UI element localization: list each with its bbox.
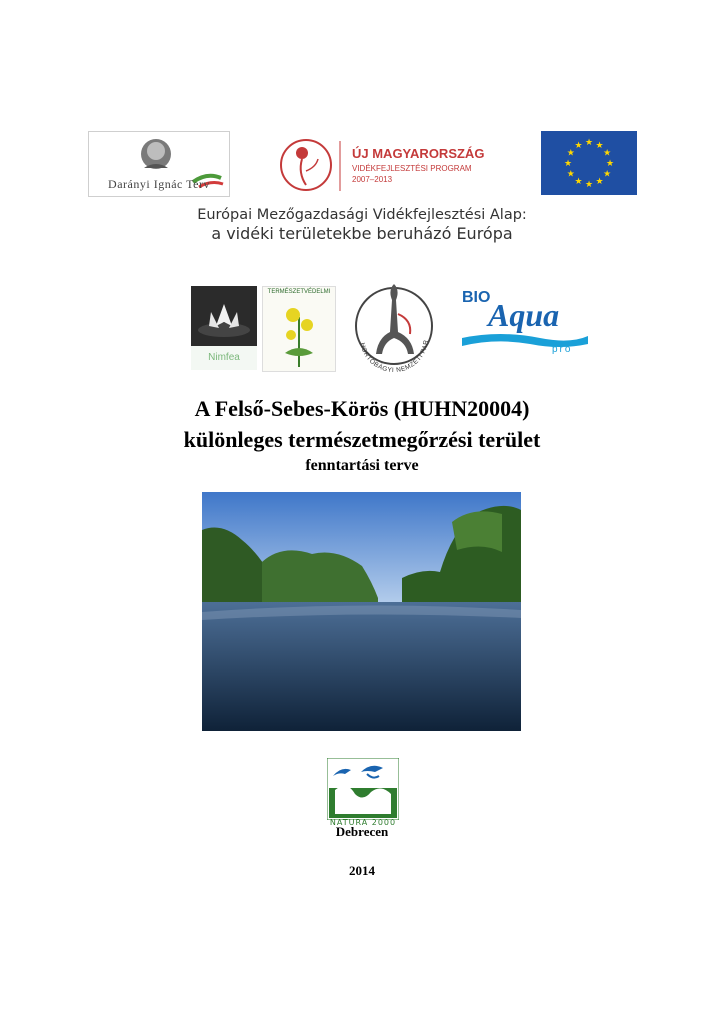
natura-2000-logo	[327, 758, 399, 820]
eu-star-icon: ★	[574, 139, 583, 150]
uj-magyarorszag-logo	[278, 133, 518, 197]
document-title-line-2: különleges természetmegőrzési terület	[183, 427, 541, 452]
river-photo	[202, 492, 521, 731]
eu-flag	[541, 131, 637, 195]
document-subtitle: fenntartási terve	[305, 457, 419, 474]
eu-star-icon: ★	[595, 139, 604, 150]
eu-star-icon: ★	[595, 176, 604, 187]
eu-star-icon: ★	[605, 158, 615, 168]
uj-magyarorszag-years: 2007–2013	[352, 175, 393, 184]
eu-star-icon: ★	[584, 137, 594, 147]
eu-star-icon: ★	[563, 158, 573, 168]
bio-text: BIO	[462, 289, 491, 306]
uj-magyarorszag-title: ÚJ MAGYARORSZÁG	[352, 146, 485, 161]
bio-aqua-pro-logo	[460, 284, 590, 354]
daranyi-ignac-terv-logo	[88, 131, 230, 197]
eu-star-icon: ★	[603, 147, 612, 158]
natura-2000-text: NATURA 2000	[329, 818, 397, 827]
eu-star-icon: ★	[603, 168, 612, 179]
trollius-text: TERMÉSZETVÉDELMI	[267, 289, 331, 295]
daranyi-logo-text: Darányi Ignác Terv	[108, 177, 210, 191]
publication-year: 2014	[349, 863, 375, 878]
hnp-logo-text: HORTOBÁGYI NEMZETI PAR	[358, 339, 431, 375]
aqua-text: Aqua	[488, 297, 560, 333]
fund-line-2: a vidéki területekbe beruházó Európa	[211, 224, 513, 243]
trollius-logo	[262, 286, 336, 372]
pro-text: pro	[552, 344, 573, 354]
fund-line-1: Európai Mezőgazdasági Vidékfejlesztési Alap:	[197, 207, 527, 223]
eu-star-icon: ★	[566, 168, 575, 179]
eu-star-icon: ★	[566, 147, 575, 158]
uj-magyarorszag-subtitle: VIDÉKFEJLESZTÉSI PROGRAM	[352, 164, 472, 173]
eu-stars-icon	[541, 131, 637, 195]
publication-city: Debrecen	[335, 824, 389, 839]
hortobagyi-nemzeti-park-logo	[348, 276, 440, 376]
document-title-line-1: A Felső-Sebes-Körös (HUHN20004)	[194, 396, 530, 421]
svg-text:HORTOBÁGYI NEMZETI PARK	[348, 276, 430, 374]
nimfea-logo	[191, 286, 257, 370]
eu-star-icon: ★	[574, 176, 583, 187]
nimfea-label: Nimfea	[191, 346, 257, 370]
eu-star-icon: ★	[584, 179, 594, 189]
